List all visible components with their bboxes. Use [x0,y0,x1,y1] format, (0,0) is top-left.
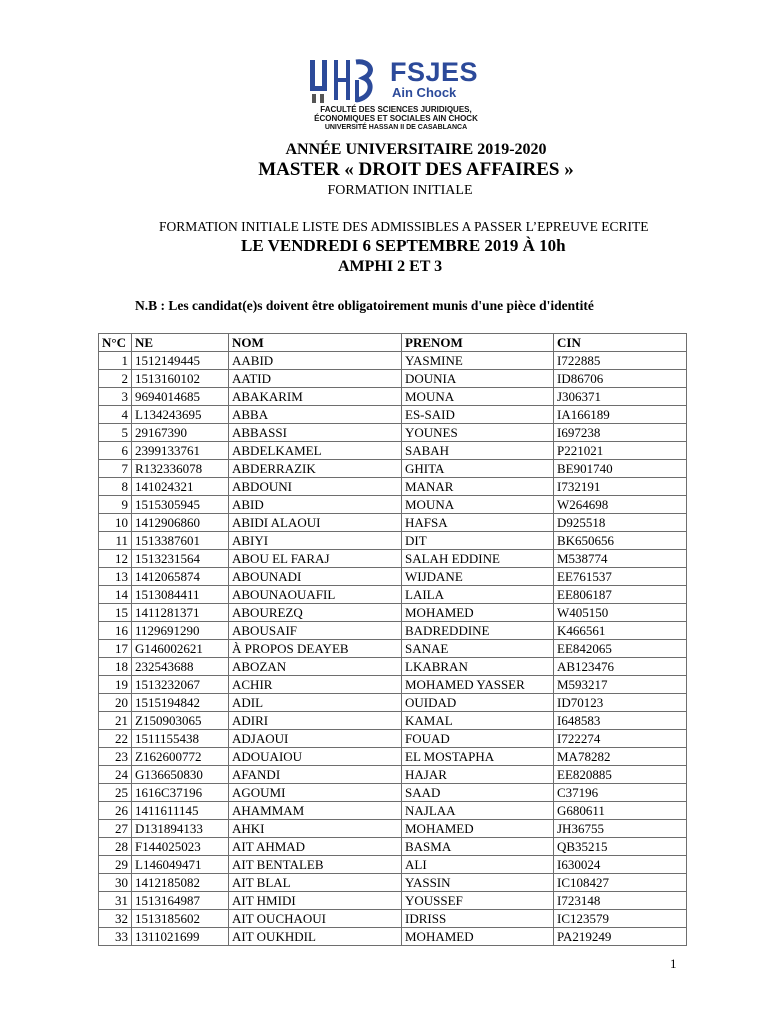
cell-row-number: 29 [99,856,132,874]
cell-cin: BK650656 [554,532,687,550]
table-row [99,640,687,658]
table-row [99,784,687,802]
cell-cne: Z162600772 [132,748,229,766]
cell-nom: AIT BENTALEB [229,856,402,874]
cell-cin: PA219249 [554,928,687,946]
cell-prenom: YASSIN [402,874,554,892]
cell-prenom: YASMINE [402,352,554,370]
cell-cin: W264698 [554,496,687,514]
table-row [99,658,687,676]
cell-cne: 1412185082 [132,874,229,892]
cell-cin: MA78282 [554,748,687,766]
cell-row-number: 7 [99,460,132,478]
cell-row-number: 32 [99,910,132,928]
table-row [99,478,687,496]
cell-cin: J306371 [554,388,687,406]
cell-nom: À PROPOS DEAYEB [229,640,402,658]
cell-row-number: 14 [99,586,132,604]
cell-prenom: LKABRAN [402,658,554,676]
cell-prenom: YOUSSEF [402,892,554,910]
cell-nom: AATID [229,370,402,388]
cell-row-number: 21 [99,712,132,730]
cell-cin: I732191 [554,478,687,496]
cell-cin: AB123476 [554,658,687,676]
cell-prenom: DIT [402,532,554,550]
cell-row-number: 26 [99,802,132,820]
table-row [99,424,687,442]
cell-cin: EE820885 [554,766,687,784]
cell-nom: ADIRI [229,712,402,730]
table-row [99,442,687,460]
header-number: N°C [99,334,132,352]
header-cne: NE [132,334,229,352]
cell-prenom: MOUNA [402,388,554,406]
cell-nom: ADIL [229,694,402,712]
cell-nom: AIT BLAL [229,874,402,892]
cell-cin: D925518 [554,514,687,532]
cell-nom: AIT OUCHAOUI [229,910,402,928]
cell-cin: EE761537 [554,568,687,586]
table-row [99,802,687,820]
cell-nom: ABDELKAMEL [229,442,402,460]
cell-nom: ACHIR [229,676,402,694]
cell-prenom: NAJLAA [402,802,554,820]
cell-row-number: 20 [99,694,132,712]
cell-cin: ID70123 [554,694,687,712]
cell-row-number: 11 [99,532,132,550]
cell-cne: R132336078 [132,460,229,478]
cell-row-number: 17 [99,640,132,658]
table-row [99,370,687,388]
cell-prenom: HAFSA [402,514,554,532]
cell-cne: 141024321 [132,478,229,496]
table-row [99,748,687,766]
identity-note: N.B : Les candidat(e)s doivent être obligatoirement munis d'une pièce d'identité [135,298,594,313]
cell-row-number: 30 [99,874,132,892]
cell-cin: IC108427 [554,874,687,892]
cell-cin: I722885 [554,352,687,370]
cell-nom: ADOUAIOU [229,748,402,766]
table-row [99,532,687,550]
logo-subtitle: Ain Chock [392,85,457,100]
cell-cne: L146049471 [132,856,229,874]
cell-cne: 1616C37196 [132,784,229,802]
cell-nom: ABBASSI [229,424,402,442]
logo-name: FSJES [390,57,479,87]
cell-cin: I697238 [554,424,687,442]
table-row [99,622,687,640]
table-row [99,892,687,910]
cell-cin: G680611 [554,802,687,820]
cell-nom: AABID [229,352,402,370]
cell-prenom: OUIDAD [402,694,554,712]
cell-cne: L134243695 [132,406,229,424]
cell-row-number: 13 [99,568,132,586]
cell-prenom: MOUNA [402,496,554,514]
cell-row-number: 5 [99,424,132,442]
cell-nom: AHKI [229,820,402,838]
cell-nom: ABOU EL FARAJ [229,550,402,568]
cell-prenom: HAJAR [402,766,554,784]
cell-prenom: MOHAMED [402,604,554,622]
cell-cne: 1511155438 [132,730,229,748]
cell-cne: 1411611145 [132,802,229,820]
table-row [99,514,687,532]
cell-prenom: LAILA [402,586,554,604]
cell-cin: IA166189 [554,406,687,424]
cell-cne: 1311021699 [132,928,229,946]
exam-location: AMPHI 2 ET 3 [338,258,443,275]
cell-cne: 1513232067 [132,676,229,694]
cell-nom: AHAMMAM [229,802,402,820]
cell-cin: EE842065 [554,640,687,658]
cell-cin: I630024 [554,856,687,874]
exam-date: LE VENDREDI 6 SEPTEMBRE 2019 À 10h [241,236,566,255]
cell-cne: D131894133 [132,820,229,838]
header-cin: CIN [554,334,687,352]
cell-nom: ABOUNADI [229,568,402,586]
cell-cin: W405150 [554,604,687,622]
cell-prenom: SABAH [402,442,554,460]
cell-cin: JH36755 [554,820,687,838]
cell-row-number: 3 [99,388,132,406]
cell-cne: 29167390 [132,424,229,442]
table-row [99,712,687,730]
cell-row-number: 15 [99,604,132,622]
cell-prenom: MOHAMED [402,820,554,838]
cell-prenom: IDRISS [402,910,554,928]
cell-prenom: WIJDANE [402,568,554,586]
cell-nom: ABOZAN [229,658,402,676]
cell-row-number: 23 [99,748,132,766]
cell-cne: 1411281371 [132,604,229,622]
table-row [99,550,687,568]
table-row [99,676,687,694]
cell-nom: AIT AHMAD [229,838,402,856]
cell-cin: I722274 [554,730,687,748]
cell-prenom: FOUAD [402,730,554,748]
table-row [99,586,687,604]
university-emblem-icon [308,58,380,104]
table-row [99,820,687,838]
cell-prenom: BADREDDINE [402,622,554,640]
cell-cne: 1513084411 [132,586,229,604]
formation-subtitle: FORMATION INITIALE [327,183,473,198]
admissibles-table [98,333,687,946]
cell-cin: K466561 [554,622,687,640]
cell-cne: 232543688 [132,658,229,676]
cell-nom: ABID [229,496,402,514]
cell-prenom: MOHAMED YASSER [402,676,554,694]
table-row [99,928,687,946]
cell-prenom: KAMAL [402,712,554,730]
cell-prenom: SALAH EDDINE [402,550,554,568]
table-header-row [99,334,687,352]
cell-cin: ID86706 [554,370,687,388]
cell-row-number: 33 [99,928,132,946]
cell-cin: BE901740 [554,460,687,478]
cell-nom: ADJAOUI [229,730,402,748]
cell-cne: 1513387601 [132,532,229,550]
cell-nom: ABOUREZQ [229,604,402,622]
master-title: MASTER « DROIT DES AFFAIRES » [258,159,574,180]
table-row [99,856,687,874]
cell-cin: QB35215 [554,838,687,856]
cell-prenom: MANAR [402,478,554,496]
cell-prenom: SAAD [402,784,554,802]
cell-cne: 1412906860 [132,514,229,532]
cell-prenom: BASMA [402,838,554,856]
cell-cne: 1513231564 [132,550,229,568]
logo-faculty-line-2: ÉCONOMIQUES ET SOCIALES AIN CHOCK [314,114,478,123]
table-row [99,874,687,892]
cell-nom: AGOUMI [229,784,402,802]
cell-cin: M538774 [554,550,687,568]
cell-nom: AFANDI [229,766,402,784]
cell-row-number: 19 [99,676,132,694]
table-row [99,730,687,748]
table-row [99,460,687,478]
cell-row-number: 27 [99,820,132,838]
cell-cin: EE806187 [554,586,687,604]
cell-nom: AIT OUKHDIL [229,928,402,946]
cell-row-number: 16 [99,622,132,640]
cell-cne: 2399133761 [132,442,229,460]
faculty-logo [306,56,486,138]
cell-cne: 1513160102 [132,370,229,388]
table-body [99,352,687,946]
table-row [99,388,687,406]
cell-row-number: 12 [99,550,132,568]
cell-cin: P221021 [554,442,687,460]
table-row [99,766,687,784]
header-nom: NOM [229,334,402,352]
cell-cne: 1513164987 [132,892,229,910]
cell-nom: ABAKARIM [229,388,402,406]
cell-cne: G146002621 [132,640,229,658]
cell-row-number: 25 [99,784,132,802]
cell-row-number: 31 [99,892,132,910]
cell-nom: ABDERRAZIK [229,460,402,478]
logo-university-line: UNIVERSITÉ HASSAN II DE CASABLANCA [324,124,468,131]
page-number: 1 [670,956,677,971]
cell-row-number: 2 [99,370,132,388]
logo-faculty-line-1: FACULTÉ DES SCIENCES JURIDIQUES, [320,105,472,114]
cell-cin: IC123579 [554,910,687,928]
cell-nom: AIT HMIDI [229,892,402,910]
list-title: FORMATION INITIALE LISTE DES ADMISSIBLES A PASSER L’EPREUVE ECRITE [159,219,649,234]
cell-nom: ABOUSAIF [229,622,402,640]
cell-prenom: DOUNIA [402,370,554,388]
cell-cne: 9694014685 [132,388,229,406]
cell-row-number: 28 [99,838,132,856]
cell-cin: C37196 [554,784,687,802]
table-row [99,838,687,856]
cell-cne: 1129691290 [132,622,229,640]
cell-cne: 1513185602 [132,910,229,928]
cell-row-number: 6 [99,442,132,460]
cell-cne: Z150903065 [132,712,229,730]
cell-row-number: 9 [99,496,132,514]
cell-row-number: 18 [99,658,132,676]
cell-prenom: YOUNES [402,424,554,442]
cell-prenom: MOHAMED [402,928,554,946]
cell-row-number: 24 [99,766,132,784]
table-row [99,604,687,622]
cell-cne: F144025023 [132,838,229,856]
cell-cne: 1515305945 [132,496,229,514]
cell-prenom: ALI [402,856,554,874]
table-row [99,910,687,928]
header-prenom: PRENOM [402,334,554,352]
cell-cne: 1512149445 [132,352,229,370]
cell-cne: 1412065874 [132,568,229,586]
cell-nom: ABBA [229,406,402,424]
cell-cin: I648583 [554,712,687,730]
cell-row-number: 1 [99,352,132,370]
cell-nom: ABDOUNI [229,478,402,496]
cell-cne: G136650830 [132,766,229,784]
cell-row-number: 4 [99,406,132,424]
table-row [99,496,687,514]
cell-prenom: ES-SAID [402,406,554,424]
cell-cin: I723148 [554,892,687,910]
cell-cne: 1515194842 [132,694,229,712]
table-row [99,406,687,424]
academic-year-heading: ANNÉE UNIVERSITAIRE 2019-2020 [285,141,547,158]
cell-nom: ABOUNAOUAFIL [229,586,402,604]
cell-nom: ABIYI [229,532,402,550]
cell-row-number: 10 [99,514,132,532]
cell-prenom: SANAE [402,640,554,658]
cell-cin: M593217 [554,676,687,694]
table-row [99,352,687,370]
table-row [99,694,687,712]
cell-prenom: GHITA [402,460,554,478]
cell-row-number: 8 [99,478,132,496]
cell-row-number: 22 [99,730,132,748]
cell-nom: ABIDI ALAOUI [229,514,402,532]
cell-prenom: EL MOSTAPHA [402,748,554,766]
table-row [99,568,687,586]
